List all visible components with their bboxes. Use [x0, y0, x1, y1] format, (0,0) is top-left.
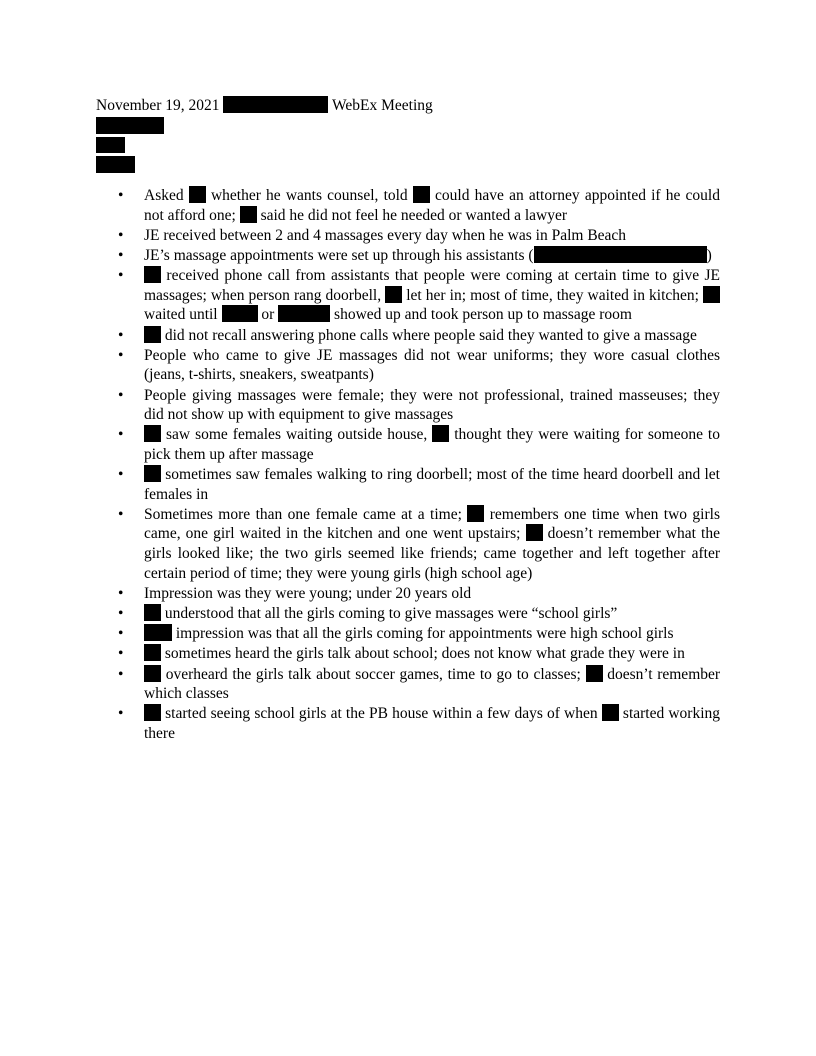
bullet-icon: • — [118, 246, 124, 264]
bullet-icon: • — [118, 645, 124, 663]
bullet-icon: • — [118, 426, 124, 444]
bullet-icon: • — [118, 505, 124, 523]
list-item: • Impression was they were young; under 20 years old — [118, 584, 472, 602]
bullet-icon: • — [118, 705, 124, 723]
redaction-block — [144, 266, 161, 283]
redaction-block — [96, 156, 135, 173]
redaction-block — [144, 644, 161, 661]
redaction-block — [144, 704, 161, 721]
bullet-icon: • — [118, 187, 124, 204]
bullet-icon: • — [118, 605, 124, 622]
list-item: • People giving massages were female; they were not professional, trained masseuses; they did not show up with equipment to give massages — [118, 386, 720, 424]
redaction-block — [144, 665, 161, 682]
bullet-icon: • — [118, 625, 124, 643]
bullet-icon: • — [118, 386, 124, 404]
meeting-type: WebEx Meeting — [332, 97, 433, 114]
list-item: • sometimes heard the girls talk about school; does not know what grade they were in — [118, 645, 685, 663]
list-item: • did not recall answering phone calls where people said they wanted to give a massage — [118, 326, 697, 344]
redaction-block — [240, 206, 257, 223]
redaction-block — [144, 326, 161, 343]
notes-list — [96, 186, 720, 744]
redaction-block — [144, 465, 161, 482]
list-item: • saw some females waiting outside house, thought they were waiting for someone to pick them up after massage — [118, 426, 720, 463]
list-item: • People who came to give JE massages did not wear uniforms; they wore casual clothes (jeans, t-shirts, sneakers, sweatpants) — [118, 346, 720, 384]
bullet-icon: • — [118, 665, 124, 683]
list-item: • impression was that all the girls coming for appointments were high school girls — [118, 625, 674, 643]
redaction-block — [526, 524, 543, 541]
redaction-block — [703, 286, 720, 303]
list-item: • Asked whether he wants counsel, told could have an attorney appointed if he could not afford one; said he did not feel he needed or wanted a lawyer — [118, 187, 720, 224]
redaction-block — [467, 505, 484, 522]
bullet-icon: • — [118, 346, 124, 364]
meeting-header — [96, 96, 433, 116]
list-item: • started seeing school girls at the PB house within a few days of when started working there — [118, 705, 721, 742]
list-item: • understood that all the girls coming to give massages were “school girls” — [118, 605, 618, 622]
list-item: • Sometimes more than one female came at a time; remembers one time when two girls came, one girl waited in the kitchen and one went upstairs; doesn’t remember what the girls looked like; the two girls seemed like friends; came together and left together after certain period of time; they were young girls (high school age) — [118, 505, 720, 582]
bullet-icon: • — [118, 584, 124, 602]
redaction-block — [144, 425, 161, 442]
redaction-block — [144, 624, 172, 641]
bullet-icon: • — [118, 326, 124, 344]
redaction-block — [278, 305, 330, 322]
redaction-block — [602, 704, 619, 721]
bullet-icon: • — [118, 267, 124, 285]
redaction-block — [586, 665, 603, 682]
redaction-block — [432, 425, 449, 442]
list-item: • overheard the girls talk about soccer games, time to go to classes; doesn’t remember which classes — [118, 665, 721, 703]
redaction-block — [96, 117, 164, 134]
meeting-date: November 19, 2021 — [96, 97, 220, 114]
list-item: • sometimes saw females walking to ring doorbell; most of the time heard doorbell and let females in — [118, 466, 720, 503]
redaction-block — [413, 186, 430, 203]
list-item: • JE received between 2 and 4 massages every day when he was in Palm Beach — [118, 226, 627, 244]
redaction-block — [222, 305, 258, 322]
bullet-icon: • — [118, 226, 124, 244]
redaction-block — [385, 286, 402, 303]
redaction-block — [189, 186, 206, 203]
redaction-block — [144, 604, 161, 621]
redaction-block — [96, 137, 125, 153]
redaction-block — [223, 96, 328, 113]
list-item: • received phone call from assistants that people were coming at certain time to give JE massages; when person rang doorbell, let her in; most of time, they waited in kitchen; waited until or showed up and took person up to massage room — [118, 267, 720, 324]
bullet-icon: • — [118, 466, 124, 484]
redaction-block — [534, 246, 707, 263]
list-item: • JE’s massage appointments were set up through his assistants ( ) — [118, 246, 712, 264]
